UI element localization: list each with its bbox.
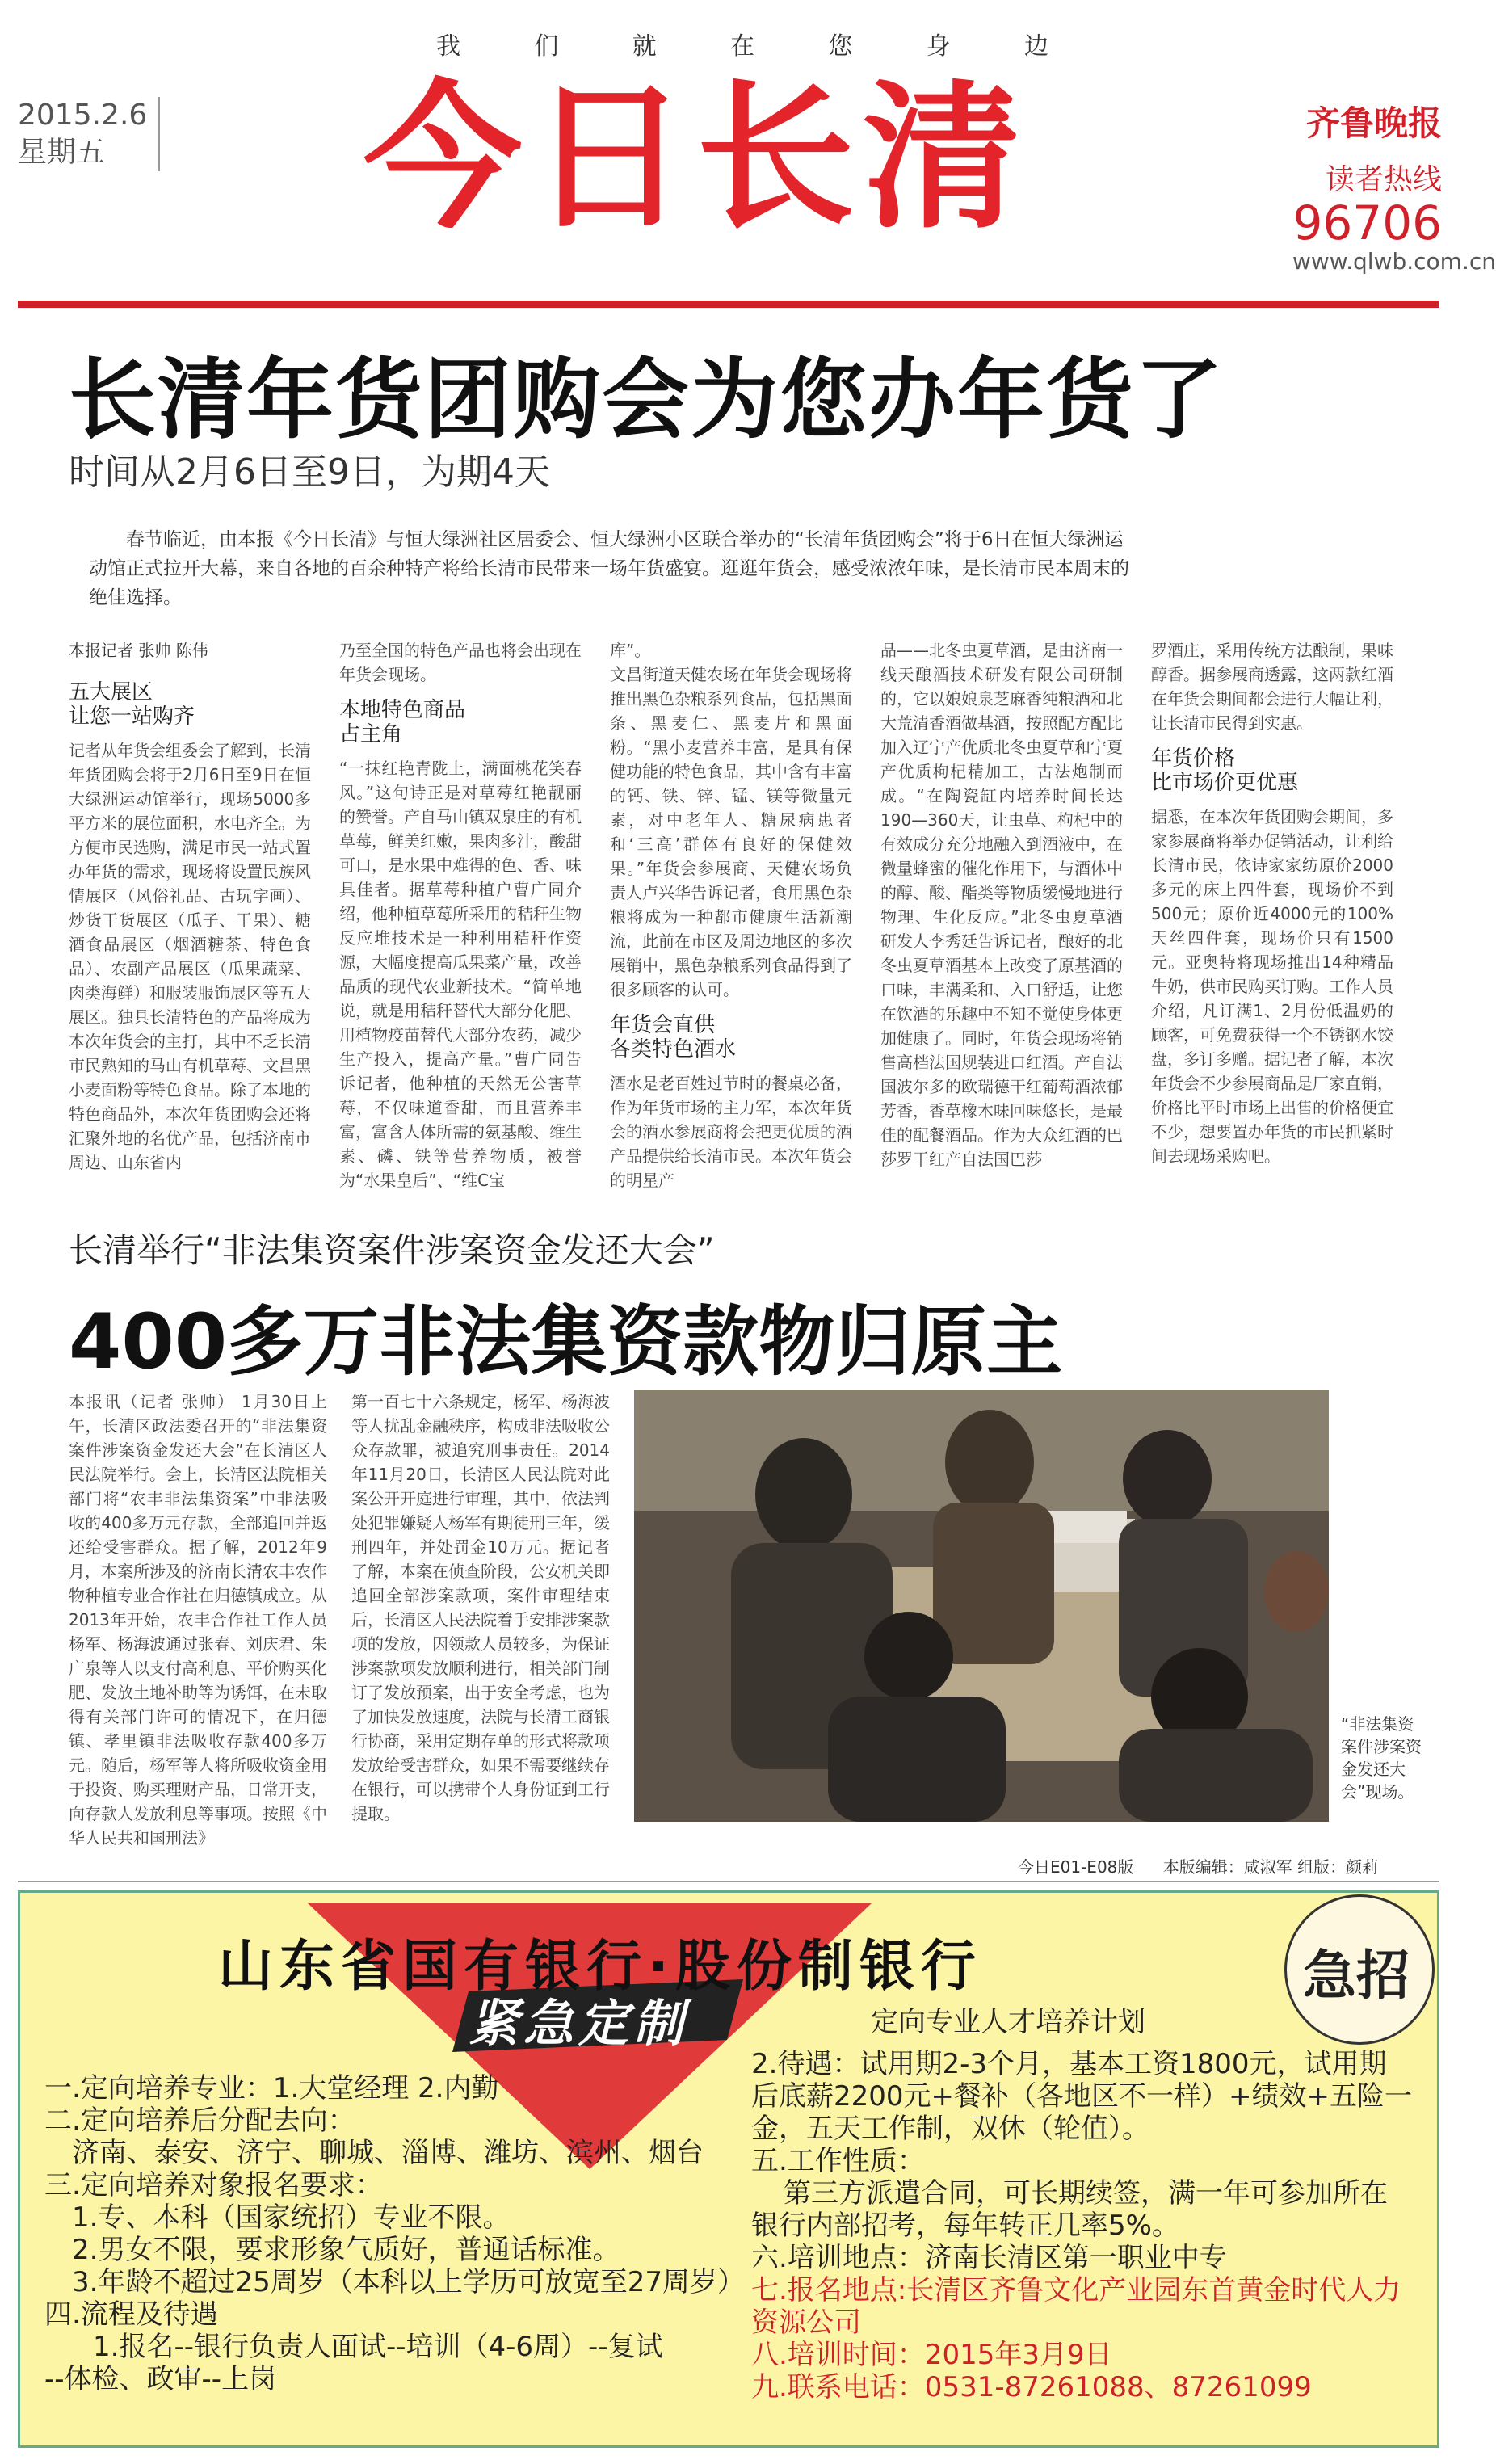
photo-caption: “非法集资案件涉案资金发还大会”现场。: [1341, 1714, 1422, 1802]
byline: 本报记者 张帅 陈伟: [69, 641, 208, 660]
ad-contact-line: 七.报名地点:长清区齐鲁文化产业园东首黄金时代人力: [751, 2274, 1401, 2306]
ad-right-column: [751, 2048, 1430, 2403]
article1-column-5: [1151, 638, 1393, 1168]
ad-contact-line: 九.联系电话：0531-87261088、87261099: [751, 2371, 1312, 2403]
column-text: 据悉，在本次年货团购会期间，多家参展商将举办促销活动，让利给长清市民，依诗家家纺原价2000多元的床上四件套，现场价不到500元；原价近4000元的100%天丝四件套，现场价只有1500元。亚奥特将现场推出14种精品牛奶，供市民购买订购。工作人员介绍，凡订满1、2月份低温奶的顾客，可免费获得一个不锈钢水饺盘，多订多赠。据记者了解，本次年货会不少参展商品是厂家直销，价格比平时市场上出售的价格便宜不少，想要置办年货的市民抓紧时间去现场采购吧。: [1151, 807, 1393, 1166]
article1-lede: 春节临近，由本报《今日长清》与恒大绿洲社区居委会、恒大绿洲小区联合举办的“长清年货团购会”将于6日在恒大绿洲运动馆正式拉开大幕，来自各地的百余种特产将给长清市民带来一场年货盛宴。逛逛年货会，感受浓浓年味，是长清市民本周末的绝佳选择。: [89, 529, 1129, 608]
column-text: 记者从年货会组委会了解到，长清年货团购会将于2月6日至9日在恒大绿洲运动馆举行，现场5000多平方米的展位面积，水电齐全。为方便市民选购，满足市民一站式置办年货的需求，现场将设置民族风情展区（风俗礼品、古玩字画）、炒货干货展区（瓜子、干果）、糖酒食品展区（烟酒糖茶、特色食品）、农副产品展区（瓜果蔬菜、肉类海鲜）和服装服饰展区等五大展区。独具长清特色的产品将成为本次年货会的主打，其中不乏长清市民熟知的马山有机草莓、文昌黑小麦面粉等特色食品。除了本地的特色商品外，本次年货团购会还将汇聚外地的名优产品，包括济南市周边、山东省内: [69, 741, 311, 1172]
header-rule: [18, 301, 1439, 308]
news-photo: [634, 1390, 1329, 1822]
ad-contact-line: 八.培训时间：2015年3月9日: [751, 2339, 1112, 2371]
ad-line: 3.年龄不超过25周岁（本科以上学历可放宽至27周岁）: [72, 2266, 745, 2298]
article2-column-2: [351, 1390, 610, 1826]
column-text: 酒水是老百姓过节时的餐桌必备，作为年货市场的主力军，本次年货会的酒水参展商将会把更优质的酒产品提供给长清市民。本次年货会的明星产: [610, 1074, 852, 1190]
column-text: 本报讯（记者 张帅） 1月30日上午，长清区政法委召开的“非法集资案件涉案资金发还大会”在长清区人民法院举行。会上，长清区法院相关部门将“农丰非法集资案”中非法吸收的400多万元存款，全部追回并返还给受害群众。据了解，2012年9月，本案所涉及的济南长清农丰农作物种植专业合作社在归德镇成立。从2013年开始，农丰合作社工作人员杨军、杨海波通过张春、刘庆君、朱广泉等人以支付高利息、平价购买化肥、发放土地补助等为诱饵，在未取得有关部门许可的情况下，在归德镇、孝里镇非法吸收存款400多万元。随后，杨军等人将所吸收资金用于投资、购买理财产品，日常开支，向存款人发放利息等事项。按照《中华人民共和国刑法》: [69, 1392, 327, 1848]
article1-subtitle: 时间从2月6日至9日，为期4天: [69, 452, 550, 493]
section-subhead: 各类特色酒水: [610, 1037, 737, 1062]
hotline-number: 96706: [1292, 196, 1442, 250]
ad-line: 第三方派遣合同，可长期续签，满一年可参加所在: [784, 2177, 1388, 2210]
ad-line: 六.培训地点：济南长清区第一职业中专: [751, 2242, 1227, 2274]
article2-title: 400多万非法集资款物归原主: [69, 1298, 1063, 1386]
paper-brand: [1292, 97, 1496, 275]
slogan-char: 您: [828, 32, 855, 61]
section-head: 本地特色商品: [339, 698, 466, 722]
section-head: 五大展区: [69, 680, 153, 704]
ad-line: 三.定向培养对象报名要求：: [44, 2169, 383, 2201]
ad-line: 济南、泰安、济宁、聊城、淄博、潍坊、滨州、烟台: [72, 2137, 704, 2169]
folio-rule: [18, 1881, 1439, 1882]
ad-line: 后底薪2200元+餐补（各地区不一样）+绩效+五险一: [751, 2080, 1412, 2113]
column-text: 库”。: [610, 641, 651, 660]
ad-line: 二.定向培养后分配去向：: [44, 2104, 355, 2137]
ad-line: 2.待遇：试用期2-3个月，基本工资1800元，试用期: [751, 2048, 1387, 2080]
article1-column-4: [880, 638, 1123, 1171]
ad-line: 2.男女不限，要求形象气质好，普通话标准。: [72, 2234, 620, 2266]
slogan-char: 我: [436, 32, 462, 61]
urgent-stamp-text: 急招: [1303, 1945, 1410, 2007]
ad-line: 金，五天工作制，双休（轮值）。: [751, 2113, 1149, 2145]
column-text: “一抹红艳青陇上，满面桃花笑春风。”这句诗正是对草莓红艳靓丽的赞誉。产自马山镇双泉庄的有机草莓，鲜美红嫩，果肉多汁，酸甜可口，是水果中难得的色、香、味具佳者。据草莓种植户曹广同介绍，他种植草莓所采用的秸秆生物反应堆技术是一种利用秸秆作资源，大幅度提高瓜果菜产量，改善品质的现代农业新技术。“简单地说，就是用秸秆替代大部分化肥、用植物疫苗替代大部分农药，减少生产投入，提高产量。”曹广同告诉记者，他种植的天然无公害草莓，不仅味道香甜，而且营养丰富，富含人体所需的氨基酸、维生素、磷、铁等营养物质，被誉为“水果皇后”、“维C宝: [339, 759, 582, 1190]
slogan-char: 边: [1023, 32, 1050, 61]
folio-editor: 本版编辑：咸淑军 组版：颜莉: [1162, 1857, 1379, 1877]
article1-title: 长清年货团购会为您办年货了: [69, 350, 1225, 451]
article2-column-1: [69, 1390, 327, 1850]
hotline-label: 读者热线: [1325, 163, 1442, 196]
ad-title: 山东省国有银行·股份制银行: [218, 1935, 982, 1999]
masthead: 今日长清: [363, 65, 1030, 250]
article2-kicker: 长清举行“非法集资案件涉案资金发还大会”: [69, 1230, 715, 1270]
section-subhead: 占主角: [339, 722, 403, 746]
slogan-char: 在: [729, 32, 756, 61]
ad-line: --体检、政审--上岗: [44, 2363, 277, 2395]
article1-column-1: [69, 638, 311, 1175]
column-text: 品——北冬虫夏草酒，是由济南一线天酿酒技术研发有限公司研制的，它以娘娘泉芝麻香纯粮酒和北大荒清香酒做基酒，按照配方配比加入辽宁产优质北冬虫夏草和宁夏产优质枸杞精加工，古法炮制而成。“在陶瓷缸内培养时间长达190—360天，让虫草、枸杞中的有效成分充分地融入到酒液中，在微量蜂蜜的催化作用下，与酒体中的醇、酸、酯类等物质缓慢地进行物理、生化反应。”北冬虫夏草酒研发人李秀廷告诉记者，酿好的北冬虫夏草酒基本上改变了原基酒的口味，丰满柔和、入口舒适，让您在饮酒的乐趣中不知不觉使身体更加健康了。同时，年货会现场将销售高档法国规装进口红酒。产自法国波尔多的欧瑞德干红葡萄酒浓郁芳香，香草橡木味回味悠长，是最佳的配餐酒品。作为大众红酒的巴莎罗干红产自法国巴莎: [880, 641, 1123, 1169]
ad-line: 1.报名--银行负责人面试--培训（4-6周）--复试: [93, 2331, 663, 2363]
slogan: [436, 26, 1050, 61]
ad-subtitle: 定向专业人才培养计划: [871, 2006, 1145, 2038]
slogan-char: 就: [632, 32, 658, 61]
column-text: 文昌街道天健农场在年货会现场将推出黑色杂粮系列食品，包括黑面条、黑麦仁、黑麦片和黑面粉。“黑小麦营养丰富，是具有保健功能的特色食品，其中含有丰富的钙、铁、锌、锰、镁等微量元素，对中老年人、糖尿病患者和‘三高’群体有良好的保健效果。”年货会参展商、天健农场负责人卢兴华告诉记者，食用黑色杂粮将成为一种都市健康生活新潮流，此前在市区及周边地区的多次展销中，黑色杂粮系列食品得到了很多顾客的认可。: [610, 665, 852, 999]
weekday-text: 星期五: [18, 136, 106, 169]
section-head: 年货会直供: [610, 1013, 716, 1037]
ad-line: 一.定向培养专业：1.大堂经理 2.内勤: [44, 2072, 499, 2104]
ad-contact-line: 资源公司: [751, 2306, 861, 2339]
column-text: 罗酒庄，采用传统方法酿制，果味醇香。据参展商透露，这两款红酒在年货会期间都会进行大幅让利，让长清市民得到实惠。: [1151, 641, 1393, 733]
date-text: 2015.2.6: [18, 99, 148, 132]
folio-pages: 今日E01-E08版: [1018, 1857, 1134, 1877]
ad-left-column: [44, 2072, 771, 2395]
issue-date: [18, 97, 160, 171]
ad-line: 银行内部招考，每年转正几率5%。: [751, 2210, 1179, 2242]
slogan-char: 身: [926, 32, 952, 61]
column-text: 乃至全国的特色产品也将会出现在年货会现场。: [339, 641, 582, 684]
article1-column-3: [610, 638, 852, 1192]
section-subhead: 比市场价更优惠: [1151, 771, 1299, 795]
section-subhead: 让您一站购齐: [69, 704, 195, 729]
urgent-stamp: [1284, 1894, 1435, 2045]
section-head: 年货价格: [1151, 746, 1236, 771]
ad-banner-text: 紧急定制: [469, 1994, 689, 2053]
ad-line: 1.专、本科（国家统招）专业不限。: [72, 2201, 511, 2234]
website: www.qlwb.com.cn: [1292, 248, 1496, 275]
ad-line: 五.工作性质：: [751, 2145, 925, 2177]
article1-column-2: [339, 638, 582, 1192]
page-folio: [1018, 1854, 1378, 1877]
slogan-char: 们: [534, 32, 561, 61]
ad-line: 四.流程及待遇: [44, 2298, 218, 2331]
paper-name: 齐鲁晚报: [1305, 103, 1442, 143]
column-text: 第一百七十六条规定，杨军、杨海波等人扰乱金融秩序，构成非法吸收公众存款罪，被追究刑事责任。2014年11月20日，长清区人民法院对此案公开开庭进行审理，其中，依法判处犯罪嫌疑人杨军有期徒刑三年，缓刑四年，并处罚金10万元。据记者了解，本案在侦查阶段，公安机关即追回全部涉案款项，案件审理结束后，长清区人民法院着手安排涉案款项的发放，因领款人员较多，为保证涉案款项发放顺利进行，相关部门制订了发放预案，出于安全考虑，也为了加快发放速度，法院与长清工商银行协商，采用定期存单的形式将款项发放给受害群众，如果不需要继续存在银行，可以携带个人身份证到工行提取。: [351, 1392, 610, 1823]
news-photo-image: [634, 1390, 1329, 1822]
